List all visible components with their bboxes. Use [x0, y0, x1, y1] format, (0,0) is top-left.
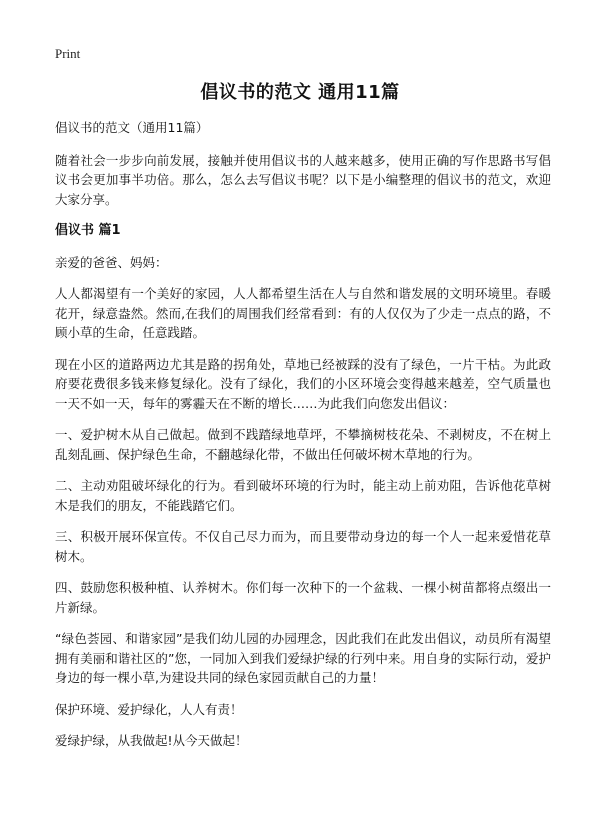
proposal-item-3: 三、积极开展环保宣传。不仅自己尽力而为，而且要带动身边的每一个人一起来爱惜花草树木。: [55, 529, 551, 564]
intro-paragraph: 随着社会一步步向前发展，接触并使用倡议书的人越来越多，使用正确的写作思路书写倡议书会更加事半功倍。那么，怎么去写倡议书呢？以下是小编整理的倡议书的范文，欢迎大家分享。: [55, 152, 551, 207]
body-paragraph: 人人都渴望有一个美好的家园，人人都希望生活在人与自然和谐发展的文明环境里。春暖花开，绿意盎然。然而,在我们的周围我们经常看到：有的人仅仅为了少走一点点的路，不顾小草的生命，任意践踏。: [55, 286, 551, 340]
section-heading: 倡议书 篇1: [55, 223, 121, 238]
body-paragraph: 现在小区的道路两边尤其是路的拐角处，草地已经被踩的没有了绿色，一片干枯。为此政府要花费很多钱来修复绿化。没有了绿化，我们的小区环境会变得越来越差，空气质量也一天不如一天，每年的雾霾天在不断的增长……为此我们向您发出倡议：: [55, 356, 551, 411]
proposal-item-2: 二、主动劝阻破坏绿化的行为。看到破坏环境的行为时，能主动上前劝阻，告诉他花草树木是我们的朋友，不能践踏它们。: [55, 478, 551, 513]
proposal-item-4: 四、鼓励您积极种植、认养树木。你们每一次种下的一个盆栽、一棵小树苗都将点缀出一片新绿。: [55, 580, 551, 615]
proposal-item-1: 一、爱护树木从自己做起。做到不践踏绿地草坪，不攀摘树枝花朵、不剥树皮，不在树上乱刻乱画、保护绿色生命，不翻越绿化带，不做出任何破坏树木草地的行为。: [55, 427, 551, 462]
greeting: 亲爱的爸爸、妈妈：: [55, 254, 168, 270]
document-body: [55, 118, 551, 763]
slogan: 爱绿护绿，从我做起!从今天做起！: [55, 733, 248, 748]
page-title: 倡议书的范文 通用11篇: [200, 82, 400, 103]
body-paragraph: “绿色荟园、和谐家园”是我们幼儿园的办园理念，因此我们在此发出倡议，动员所有渴望拥有美丽和谐社区的”您，一同加入到我们爱绿护绿的行列中来。用自身的实际行动，爱护身边的每一棵小草,为建设共同的绿色家园贡献自己的力量！: [55, 631, 551, 685]
slogan: 保护环境、爱护绿化，人人有责！: [55, 701, 243, 717]
document-subtitle: 倡议书的范文（通用11篇）: [55, 120, 209, 135]
print-link[interactable]: Print: [55, 46, 81, 61]
